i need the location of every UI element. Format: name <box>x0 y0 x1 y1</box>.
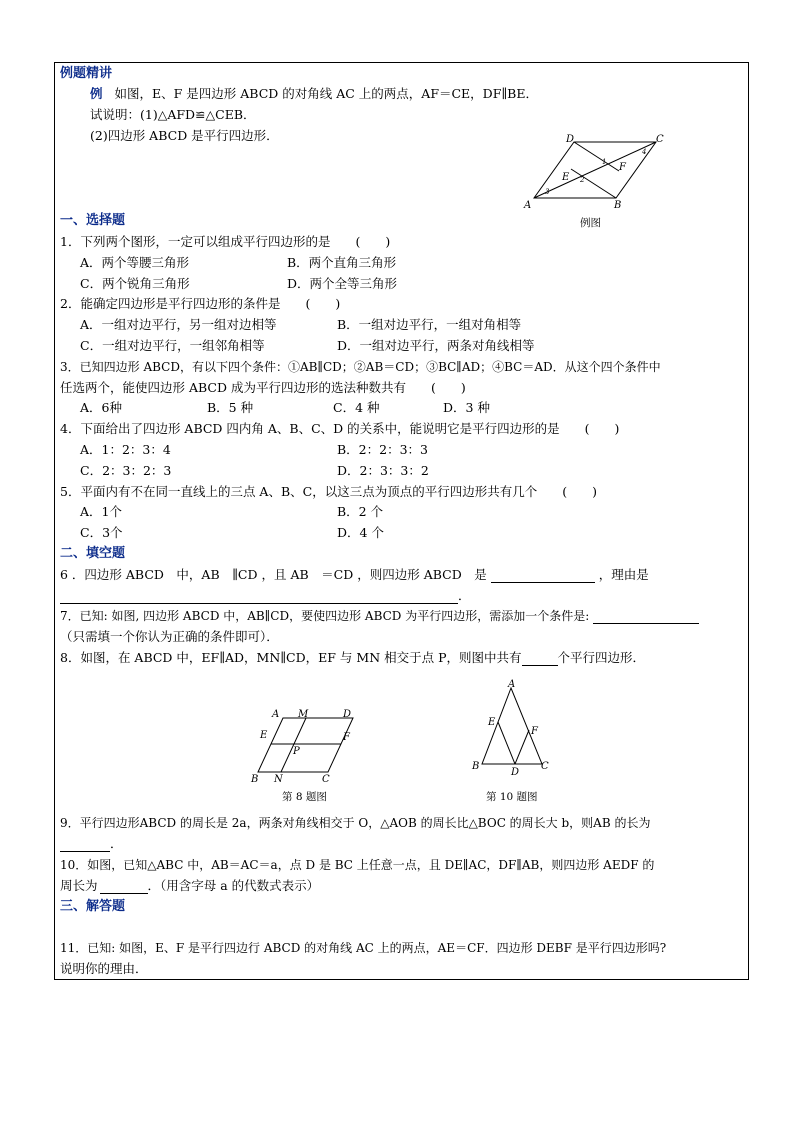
fig8-label-E: E <box>260 730 268 741</box>
example-figure-caption: 例图 <box>580 217 601 229</box>
q3-option-b: B．5 种 <box>207 400 254 415</box>
fig10-label-E: E <box>488 717 496 728</box>
figure-8 <box>242 706 367 782</box>
q9-text: 9．平行四边形ABCD 的周长是 2a，两条对角线相交于 O，△AOB 的周长比△BOC 的周长大 b，则AB 的长为 <box>60 816 651 830</box>
q6-reason-blank[interactable] <box>60 591 458 604</box>
q6-end: ． <box>458 588 471 603</box>
fig10-label-F: F <box>531 726 538 737</box>
fig8-label-D: D <box>343 709 352 720</box>
fig8-label-M: M <box>298 709 309 720</box>
section2-heading: 二、填空题 <box>60 546 126 561</box>
fig-angle-3: 3 <box>545 188 550 196</box>
q10-text: 10．如图，已知△ABC 中，AB＝AC＝a，点 D 是 BC 上任意一点，且 DE∥AC，DF∥AB，则四边形 AEDF 的 <box>60 858 655 872</box>
fig-label-B: B <box>614 200 622 211</box>
q2-option-a: A．一组对边平行，另一组对边相等 <box>80 317 277 332</box>
fig-label-A: A <box>524 200 532 211</box>
q3-stem-2: 任选两个，能使四边形 ABCD 成为平行四边形的选法种数共有 ( ) <box>60 380 466 395</box>
example-statement: 如图，E、F 是四边形 ABCD 的对角线 AC 上的两点，AF＝CE，DF∥BE． <box>114 86 538 101</box>
q8-line <box>60 650 645 666</box>
example-statement-line <box>90 86 538 102</box>
q9-end: ． <box>110 836 123 851</box>
example-diagonal-ac <box>534 142 656 198</box>
q7-answer-blank[interactable] <box>593 611 699 624</box>
q8-answer-blank[interactable] <box>522 653 558 666</box>
q11-text: 11．已知: 如图，E、F 是平行四边行 ABCD 的对角线 AC 上的两点，AE＝CF．四边形 DEBF 是平行四边形吗? <box>60 941 667 955</box>
fig10-label-D: D <box>511 767 520 778</box>
example-segment-df <box>574 142 619 171</box>
q2-option-d: D．一组对边平行，两条对角线相等 <box>337 338 535 353</box>
figure-10 <box>468 678 558 778</box>
q9-line-2 <box>60 836 123 852</box>
q5-option-b: B．2 个 <box>337 504 384 519</box>
example-segment-be <box>571 169 616 198</box>
fig8-label-F: F <box>343 732 350 743</box>
fig-label-C: C <box>656 134 664 145</box>
section1-heading: 一、选择题 <box>60 213 126 228</box>
q5-stem: 5．平面内有不在同一直线上的三点 A、B、C，以这三点为顶点的平行四边形共有几个 ( ) <box>60 484 597 499</box>
fig10-segment-de <box>498 722 515 764</box>
fig8-label-C: C <box>322 774 330 782</box>
fig10-label-B: B <box>472 761 480 772</box>
fig8-parallelogram <box>258 718 353 772</box>
q8-end: 个平行四边形． <box>557 650 646 665</box>
q2-stem: 2．能确定四边形是平行四边形的条件是 ( ) <box>60 296 341 311</box>
q5-option-d: D．4 个 <box>337 525 384 540</box>
fig-angle-1: 1 <box>602 158 607 166</box>
fig-label-F: F <box>619 162 626 173</box>
q6-reason-label: ，理由是 <box>598 567 649 582</box>
q6-answer-blank[interactable] <box>491 570 595 583</box>
q6-text: 6 ．四边形 ABCD 中，AB ∥CD ，且 AB ＝CD ，则四边形 ABCD 是 <box>60 567 487 582</box>
fig-label-E: E <box>562 172 570 183</box>
q1-option-d: D．两个全等三角形 <box>287 276 398 291</box>
q8-text: 8．如图，在 ABCD 中，EF∥AD，MN∥CD，EF 与 MN 相交于点 P，则图中共有 <box>60 650 522 665</box>
q1-option-c: C．两个锐角三角形 <box>80 276 190 291</box>
q9-answer-blank[interactable] <box>60 839 110 852</box>
q10-line-2 <box>60 878 319 894</box>
fig8-segment-mn <box>281 718 306 772</box>
fig-label-D: D <box>566 134 575 145</box>
example-figure <box>518 130 668 212</box>
q4-stem: 4．下面给出了四边形 ABCD 四内角 A、B、C、D 的关系中，能说明它是平行四边形的是 ( ) <box>60 421 620 436</box>
fig8-label-B: B <box>251 774 259 782</box>
section3-heading: 三、解答题 <box>60 899 126 914</box>
q4-option-d: D．2：3：3：2 <box>337 463 429 478</box>
fig8-label-A: A <box>272 709 280 720</box>
q10-answer-blank[interactable] <box>100 881 148 894</box>
fig8-label-N: N <box>274 774 283 782</box>
fig10-label-C: C <box>541 761 549 772</box>
q6-line <box>60 567 649 583</box>
example-heading: 例题精讲 <box>60 66 113 81</box>
q4-option-c: C．2：3：2：3 <box>80 463 172 478</box>
q5-option-a: A．1个 <box>80 504 122 519</box>
example-part2: (2)四边形 ABCD 是平行四边形． <box>90 128 279 143</box>
q10-perimeter-label: 周长为 <box>60 878 98 893</box>
fig10-segment-df <box>515 730 529 764</box>
figure-8-caption: 第 8 题图 <box>282 791 327 803</box>
fig-angle-2: 2 <box>580 176 585 184</box>
q4-option-a: A．1：2：3：4 <box>80 442 171 457</box>
q3-stem: 3．已知四边形 ABCD，有以下四个条件：①AB∥CD；②AB＝CD；③BC∥AD；④BC＝AD．从这个四个条件中 <box>60 360 661 374</box>
q3-option-a: A．6种 <box>80 400 122 415</box>
example-tag: 例 <box>90 86 103 101</box>
q2-option-b: B．一组对边平行，一组对角相等 <box>337 317 522 332</box>
q7-note: （只需填一个你认为正确的条件即可）． <box>60 629 279 644</box>
q1-option-b: B．两个直角三角形 <box>287 255 397 270</box>
fig10-label-A: A <box>508 679 516 690</box>
q1-stem: 1．下列两个图形，一定可以组成平行四边形的是 ( ) <box>60 234 391 249</box>
q1-option-a: A．两个等腰三角形 <box>80 255 190 270</box>
q11-text-2: 说明你的理由． <box>60 961 148 976</box>
q7-line <box>60 608 699 624</box>
q3-option-c: C．4 种 <box>333 400 380 415</box>
q7-text: 7．已知: 如图, 四边形 ABCD 中，AB∥CD，要使四边形 ABCD 为平行四边形，需添加一个条件是: <box>60 609 590 623</box>
q6-line-2 <box>60 588 471 604</box>
q2-option-c: C．一组对边平行，一组邻角相等 <box>80 338 265 353</box>
q5-option-c: C．3个 <box>80 525 123 540</box>
q10-note: ．（用含字母 a 的代数式表示） <box>147 878 320 893</box>
figure-10-caption: 第 10 题图 <box>486 791 538 803</box>
fig-angle-4: 4 <box>642 148 647 156</box>
q4-option-b: B．2：2：3：3 <box>337 442 428 457</box>
fig8-label-P: P <box>293 746 300 757</box>
example-prompt: 试说明：(1)△AFD≌△CEB． <box>90 107 256 122</box>
q3-option-d: D．3 种 <box>443 400 490 415</box>
